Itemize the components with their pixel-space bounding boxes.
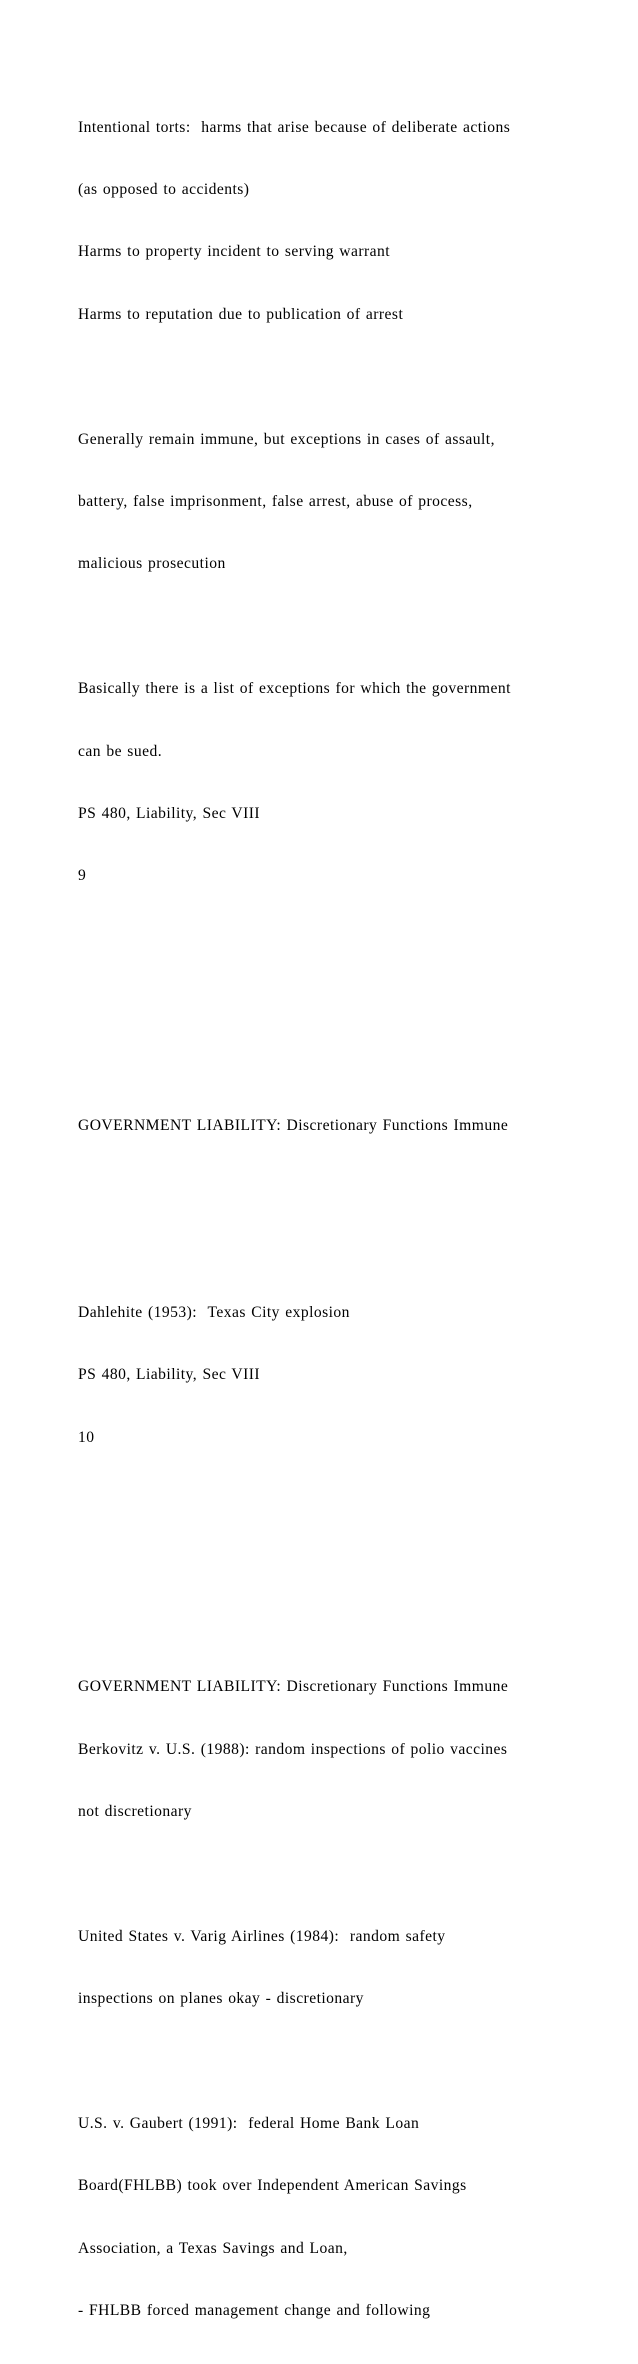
text-line: U.S. v. Gaubert (1991): federal Home Bank Loan [78, 2115, 420, 2133]
text-line: Harms to reputation due to publication of arrest [78, 305, 404, 323]
text-line: - FHLBB forced management change and following [78, 2302, 431, 2320]
text-line: PS 480, Liability, Sec VIII [78, 1366, 261, 1384]
text-line [78, 1615, 618, 1636]
text-line: 9 [78, 867, 87, 885]
text-line: Berkovitz v. U.S. (1988): random inspections of polio vaccines [78, 1740, 508, 1758]
text-line [78, 991, 618, 1012]
text-line: Generally remain immune, but exceptions in cases of assault, [78, 430, 495, 448]
text-line: (as opposed to accidents) [78, 180, 250, 198]
text-line [78, 1241, 618, 1262]
text-line: Harms to property incident to serving warrant [78, 243, 391, 261]
text-line: PS 480, Liability, Sec VIII [78, 804, 261, 822]
text-line: Association, a Texas Savings and Loan, [78, 2239, 348, 2257]
text-line: inspections on planes okay - discretionary [78, 1990, 364, 2008]
text-line [78, 2052, 618, 2073]
text-line: malicious prosecution [78, 555, 226, 573]
text-line: GOVERNMENT LIABILITY: Discretionary Functions Immune [78, 1116, 509, 1134]
text-line: Intentional torts: harms that arise because of deliberate actions [78, 118, 511, 136]
text-line: 10 [78, 1428, 95, 1446]
text-line: Dahlehite (1953): Texas City explosion [78, 1304, 350, 1322]
text-line [78, 367, 618, 388]
text-line [78, 929, 618, 950]
text-line: Board(FHLBB) took over Independent American Savings [78, 2177, 467, 2195]
text-line: United States v. Varig Airlines (1984): random safety [78, 1927, 446, 1945]
document-text [78, 76, 618, 2364]
text-line [78, 1053, 618, 1074]
text-line [78, 1865, 618, 1886]
text-line: Basically there is a list of exceptions for which the government [78, 680, 511, 698]
text-line: battery, false imprisonment, false arrest, abuse of process, [78, 492, 473, 510]
text-line [78, 1553, 618, 1574]
text-line: not discretionary [78, 1803, 192, 1821]
text-line: can be sued. [78, 742, 163, 760]
text-line [78, 617, 618, 638]
text-line [78, 1490, 618, 1511]
text-line [78, 1178, 618, 1199]
text-line: GOVERNMENT LIABILITY: Discretionary Functions Immune [78, 1678, 509, 1696]
